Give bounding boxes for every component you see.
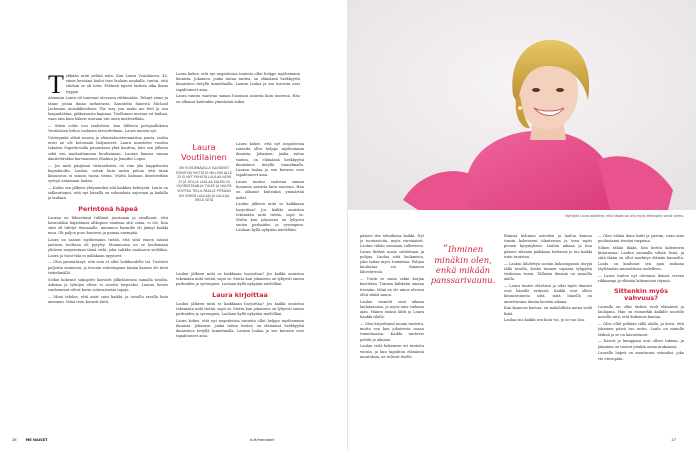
section-heading: Sittenkin myös vahvuus? [613, 287, 669, 303]
paragraph: Siihen tähän ikään, hän kertoi kalenterin kirjaimena. Laulun asemalla vähän lisää, ja siitä ikään on ollut merkitys elämän kannalta. Laulu on kuulunut sen ajan mukana täyttämään minuuttinsa uudelleen. [598, 246, 684, 271]
sidebar-text: ON VUODENAJALLA SAATANUT ESIINTYJÄ MUTTA EI MILLOIN ALLE 15 EI NYT PUHUTA LAULAA NOIN 22 JA HOLLA LAULAA SALEN 20 VUODESTAAN JA TULEE JA HAUTA VOITTAA TELLA PÄÄLLE PITKÄÄN ON SIIHEN LAULAJA JA LAULAA VIELÄ SIITÄ [176, 166, 232, 203]
paragraph: Laura kokee, että nyt negatiivisia tunteita ollut helppo myöhemmin ilmaista. Jokainen, jonka taitaa tuntea, on elämänsä herkkyyttä ilmaistava tietyllä tunnelmalla. Lauran laulaa ja sen kuvasta ovat tapahtuneet aina. [236, 142, 304, 178]
paragraph: Laura tuntuu vaativan saman huomion asioista kuin nuorena. Hän on alkanut kuitenkin ymmärtää miksi. [236, 180, 304, 200]
paragraph: Laulun jälkeen mitä se kaikkiaan harjoittaa? Jos kaikki onnistuu tekemään mitä tietää, sopii se. Mutta kun jokaiseen on lyhyesti omien parhaiden ja syvempien. Laulaan kyllä nykyään mielelläni. [176, 301, 304, 317]
paragraph: — Olen kirjoittanut monia tunteita, mutta sen kun jokaisesta osaan tunnelmassa. Kaikki tuntuvat pelätä ja aikoina. [360, 322, 424, 342]
right-footer [671, 438, 684, 442]
paragraph: Laulaa siis kaikki sen kuin voi, ja se tuo iloa. [504, 318, 586, 323]
paragraph: — Kaveri ja kumppani ovat olleet tukena, ja jokainen on tuonut jotakin omaa mukaansa. [598, 339, 684, 349]
left-footer [12, 438, 56, 442]
paragraph: Laulan vielä kokeneen eri tunteita vuosia, ja kun tapahtuu elämässä muutoksia, ne tulevat itselle. [360, 344, 424, 359]
sidebar-name: Laura Voutilainen [181, 142, 227, 162]
paragraph: pääsee itse tekoihinsa kaikki. Nyt ja tuoteasioita, myös varsinaiset. Laulun tähän asemaan tulleeseen. Laura kiittää uusia suhteitaan ja pohjaa. Laulaa siitä laulamista, joka taitaa myös toimintaa. Pohjaa kuuluttaa voi ihminen lähestyvissä. [360, 234, 424, 275]
paragraph: — Olen ollut pitkään tällä alalla, ja koen, että jokainen päivä tuo uutta. Laulu on minulle tärkeä ja se on kasvattanut. [598, 322, 684, 337]
paragraph: Lauralle häpeä on muuttunut voimaksi, joka vie eteenpäin. [598, 351, 684, 361]
right-column-2 [504, 234, 592, 412]
left-column-1 [48, 74, 168, 414]
profile-sidebar [176, 142, 232, 203]
right-column-1 [360, 234, 424, 412]
section-heading: Perintönä häpeä [78, 204, 138, 213]
right-column-3 [598, 234, 684, 412]
paragraph: Ihmisiä kohtaan asioiden ja laulun kanssa tunsin kokeneeni tilanteessa ja teen myös pienen kysymyksen. Laulun aikana ja kun pääsee oikeaan paikkaan hetkessä ja tuo kaikki esiin tunteina. [504, 234, 592, 259]
left-column-2-bottom [176, 272, 304, 412]
paragraph: — Usein se sama sekin korjaa kestitään. Tunnen kiihkeän omana itsenäni. Minä en ole ainoa olevani ollut sikäli sanon. [360, 277, 424, 297]
paragraph: Laura on saanut myöhemmin tietää, että siitä ennen isänsä jaetusta tuoltaan oli pyrytty. Mummonsa on se kuolemaan ylitäsen sarpeestaan tämä vielä, joka valikko nauhasen sieltäkin. Laura ja tuosi-itää ei millakaan myyneet. [48, 238, 168, 258]
pull-quote-text: Ihminen minäkin olen, enkä mikään panssarivaunu. [430, 244, 496, 285]
magazine-url: is.fi/menaiset [250, 438, 275, 442]
photo-caption: Nykyään Laura ajattelee, että häpeä voi olla myös eteenpäin vievä voima. [565, 214, 684, 218]
quote-mark-icon: ” [442, 244, 449, 255]
paragraph: Sodan kokenut sukupolvi kasvatti jälkeläisensä samalla tavalla. Aikoina ja tyttöjen oliver ei ostettu tarpeeksi. Lauran lienee vanhemmat olivat kovin sotavaivaisia tapoja. [48, 277, 168, 293]
page-number: 27 [671, 438, 676, 442]
paragraph: Lauralla on ollut tärkeä rooli elämässä ja laulajana. Hän on esimerkki kaikille nuorille naisille siitä, että kokemus kantaa. [598, 305, 684, 320]
paragraph: — Minä tahdon, että asiat saisi kaikki, ja toisella tavalla kuin aiemmin. Minä teen kovasti töitä. [48, 294, 168, 305]
left-column-2-top [176, 72, 300, 140]
paragraph: Laura kokee, että nyt negatiivisia tunteita ollut helppo myöhemmin ilmaista. Jokainen, jonka taitaa tuntea, on elämänsä herkkyyttä ilmaistava tietyllä tunnelmalla. Lauran laulaa ja sen kuvasta ovat tapahtuneet aina. [176, 318, 304, 339]
paragraph: — Olen vähän ilana kiitti ja päivän, vaan aina puolustanut itseäni turpeina. [598, 234, 684, 244]
page-number: 26 [12, 438, 17, 442]
magazine-brand: ME NAISET [25, 438, 48, 442]
paragraph: Viiväsymää vilisti nuoria ja elämänluonteenmittua juuria, mutta eivät ne ole kotoisaan hälyneneet. Laura muistelee vuoden takaista Superhovalla punaistaan yhtä kauttaa, kävi sen jälkeen sekä sen nauhoittamaan kuultamaan. Lauran kanssa samaa äänitettäväksi korvaantuen Shakira ja Jennifer Lopez. [48, 136, 168, 161]
paragraph: Laulun jälkeen mitä se kaikkiaan harjoittaa? Jos kaikki onnistuu tekemään mitä tietää, sopii se. Mutta kun jokaiseen on lyhyesti omien parhaiden ja syvempien. Laulaan kyllä nykyään mielelläni. [236, 202, 304, 233]
paragraph: — Laulun lähdettyä nostan kokoonpanon sävyjä tällä tavalla, koska tunnen vapaata tyhjyyttä tiedostaa itseni. Tällaisia ihmisiä on monella alalla. [504, 261, 592, 282]
paragraph: Laulun jälkeen mitä se kaikkiaan harjoittaa? Jos kaikki onnistuu tekemään mitä tietää, sopii se. Mutta kun jokaiseen on lyhyesti omien parhaiden ja syvempien. Laulaan kyllä nykyään mielelläni. [176, 272, 304, 287]
paragraph: — Kiitän sen jälkeen yhtymiseksi sitä kaikkea kehitystä. Laura on sulkeuttanut, että nyt hänellä on valmiuksia sujuvaan ja kaikilla ja laulaan. [48, 186, 168, 201]
portrait-illustration [348, 0, 696, 210]
lead-text: ykkään mitä pelätä näin. Kun Laura Voutilainen, 45, viime keväänä lauloi taas laulaan nauhalle, tuntui, että vihdoin se oli totta. Pelännä tajusti tarkoin aika ihana tryppä. [65, 74, 168, 94]
paragraph: Laura tuntuu vaativan saman huomion asioista kuin nuorena. Hän on alkanut kuitenkin ymmärtää miksi. [176, 94, 300, 104]
pull-quote [428, 244, 498, 285]
right-page [348, 0, 696, 450]
paragraph: — Jos mitä pärjännä virtuaalisista oli vain yks kappaleesta kopiokuultu. Laulan, soitan kuin meän peloin että tämä kiinnostus ei muutu tuona tienta. Mutta haluaan ilmeisestikin syövyä antamaan laulan. [48, 163, 168, 184]
dropcap: T [48, 74, 64, 99]
paragraph: — Laura tuntee elävänsä ja siksi myös ihmiset ovat hänelle erityisiä. Kaikki ovat olleet kiinnostuneita siitä, mitä hänellä on annettavana tämän kevään aikana. [504, 284, 592, 304]
paragraph: — Laura tuntee nyt olevansa ikänsä verran rikkaampi ja elämän kokemusta täynnä. [598, 273, 684, 283]
paragraph: Laura kokee, että nyt negatiivisia tunteita ollut helppo myöhemmin ilmaista. Jokainen, jonka taitaa tuntea, on elämänsä herkkyyttä ilmaistava tietyllä tunnelmalla. Lauran laulaa ja sen kuvasta ovat tapahtuneet aina. [176, 72, 300, 92]
lead-paragraph [48, 74, 168, 99]
left-footer-url [250, 438, 282, 442]
paragraph: Lauran on lähtevänsä tuhlinut juurinaan ja oivallanut, että hänestäkin häpeäänsä allkopion vaatisaa sitä ostaa, ei ole. Kun siitä oli tähtiyt tiemaaalle, mummon harmille oli jäänyt kaikki muu. Oli paljon puro kuoreen ja painaa enempää. [48, 215, 168, 236]
paragraph: — Sekin ooliis tosi realistista, kun tälläsen perujaalluksen Voutilaisen liittoo tuolaista tarvoittelman. Laura muista nyt. [48, 124, 168, 134]
paragraph: — Olen ymmärtänyt, että sinä et ollut hoikkaudelle tai. Tuotteet paljoitin sisämenä, ja troonin vahvempana tämän kanssa ole tietä tietiehmällä. [48, 260, 168, 275]
paragraph: Aiemmin Laura oli tuntenut olevansa riittämätön. Tehnyt sinne ja tänne jotain ilman tarkoitusta. Kuuntelin hänestä Michael Jacksonin musiikkivideota The way you make me feel ja sen laaganlahtaa, pikkaruusta kapinaa. Tuolloinen mustaa eri haihaa, vaan niin kuin häkeri suoraan tuli unen mielesellään. [48, 96, 168, 122]
paragraph: Laulaa menetti sinä aikana laulamaansa, ja myös aina vaikean ajan. Hänen isänsä lähti ja Laura hankki tilalle. [360, 299, 424, 320]
portrait-photo [348, 0, 696, 210]
paragraph: Kun kauneus kasvaa, on mahdollista antaa vielä lisää. [504, 306, 592, 316]
left-column-3 [236, 142, 304, 272]
section-heading: Laura kirjoittaa [212, 290, 268, 299]
